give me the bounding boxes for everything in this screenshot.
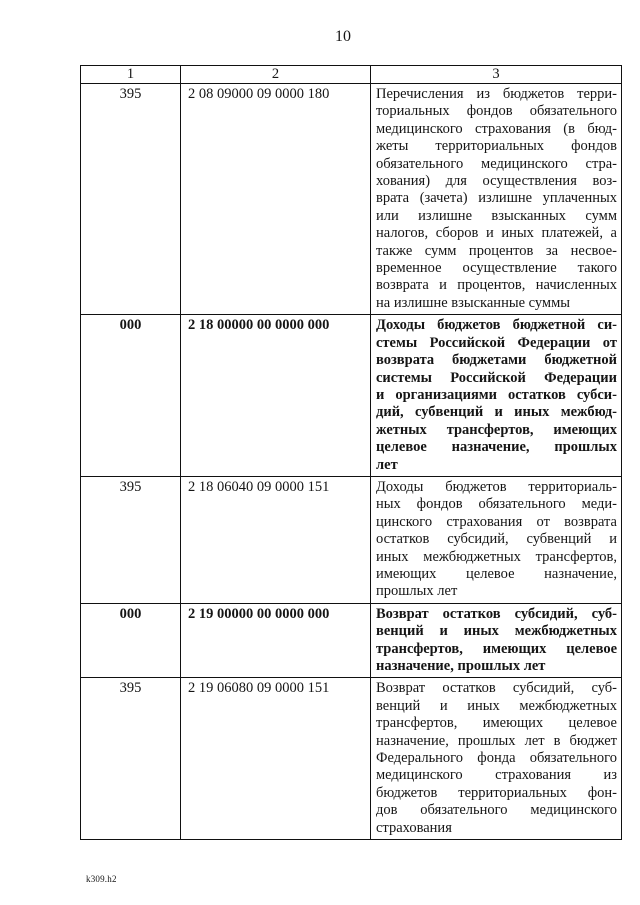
cell-administrator-code: 395 xyxy=(81,678,181,840)
description-line: дий, субвенций и иных межбюд- xyxy=(376,404,617,421)
description-line: назначение, прошлых лет xyxy=(376,658,546,674)
description-line: и организациями остатков субси- xyxy=(376,386,617,403)
description-line: Доходы бюджетов территориаль- xyxy=(376,478,617,495)
table-row xyxy=(81,603,622,678)
description-line: жеты территориальных фондов xyxy=(376,138,617,155)
description-line: ториальных фондов обязательного xyxy=(376,103,617,120)
cell-administrator-code: 000 xyxy=(81,315,181,477)
description-line: Возврат остатков субсидий, суб- xyxy=(376,680,617,697)
description-line: на излишне взысканные суммы xyxy=(376,294,571,311)
description-line: Перечисления из бюджетов терри- xyxy=(376,86,617,102)
cell-description xyxy=(371,603,622,678)
description-line: лет xyxy=(376,456,398,473)
cell-budget-classification-code: 2 18 00000 00 0000 000 xyxy=(181,315,371,477)
description-line: бюджетов территориальных фон- xyxy=(376,784,617,801)
cell-description xyxy=(371,476,622,603)
description-line: назначение, прошлых лет в бюджет xyxy=(376,732,617,749)
description-line: также сумм процентов за несвое- xyxy=(376,242,617,259)
cell-description xyxy=(371,84,622,315)
description-line: иных межбюджетных трансфертов, xyxy=(376,548,617,565)
description-line: дов обязательного медицинского xyxy=(376,802,617,819)
cell-description xyxy=(371,315,622,477)
description-line: хования) для осуществления воз- xyxy=(376,173,617,190)
cell-budget-classification-code: 2 19 06080 09 0000 151 xyxy=(181,678,371,840)
description-line: трансфертов, имеющих целевое xyxy=(376,640,617,657)
table-row xyxy=(81,84,622,315)
cell-budget-classification-code: 2 08 09000 09 0000 180 xyxy=(181,84,371,315)
description-line: медицинского страхования (в бюд- xyxy=(376,120,617,137)
cell-administrator-code: 395 xyxy=(81,476,181,603)
description-line: стемы Российской Федерации от xyxy=(376,334,617,351)
description-line: возврата и процентов, начисленных xyxy=(376,277,617,294)
description-line: обязательного медицинского стра- xyxy=(376,155,617,172)
description-line: налогов, сборов и иных платежей, а xyxy=(376,225,617,242)
description-line: прошлых лет xyxy=(376,583,458,600)
table-body xyxy=(81,84,622,840)
table-row xyxy=(81,315,622,477)
description-line: системы Российской Федерации xyxy=(376,369,617,386)
description-line: Возврат остатков субсидий, суб- xyxy=(376,605,617,622)
description-line: венций и иных межбюджетных xyxy=(376,697,617,714)
description-line: или излишне взысканных сумм xyxy=(376,207,617,224)
header-cell-column-3: 3 xyxy=(371,66,622,84)
table-row xyxy=(81,476,622,603)
header-cell-column-1: 1 xyxy=(81,66,181,84)
description-line: медицинского страхования из xyxy=(376,767,617,784)
description-line: страхования xyxy=(376,819,452,836)
description-line: остатков субсидий, субвенций и xyxy=(376,531,617,548)
description-line: венций и иных межбюджетных xyxy=(376,623,617,640)
cell-budget-classification-code: 2 19 00000 00 0000 000 xyxy=(181,603,371,678)
description-line: возврата бюджетами бюджетной xyxy=(376,352,617,369)
page-number: 10 xyxy=(335,28,351,45)
budget-classification-table xyxy=(80,65,622,840)
description-line: врата (зачета) излишне уплаченных xyxy=(376,190,617,207)
cell-administrator-code: 395 xyxy=(81,84,181,315)
description-line: целевое назначение, прошлых xyxy=(376,439,617,456)
description-line: ных фондов обязательного меди- xyxy=(376,496,617,513)
table-header xyxy=(81,66,622,84)
description-line: имеющих целевое назначение, xyxy=(376,565,617,582)
table-row xyxy=(81,678,622,840)
description-line: Федерального фонда обязательного xyxy=(376,750,617,767)
cell-description xyxy=(371,678,622,840)
footer-document-code: k309.h2 xyxy=(86,874,117,884)
description-line: цинского страхования от возврата xyxy=(376,513,617,530)
cell-budget-classification-code: 2 18 06040 09 0000 151 xyxy=(181,476,371,603)
description-line: жетных трансфертов, имеющих xyxy=(376,421,617,438)
description-line: Доходы бюджетов бюджетной си- xyxy=(376,317,617,334)
header-cell-column-2: 2 xyxy=(181,66,371,84)
description-line: временное осуществление такого xyxy=(376,260,617,277)
table-header-row xyxy=(81,66,622,84)
cell-administrator-code: 000 xyxy=(81,603,181,678)
description-line: трансфертов, имеющих целевое xyxy=(376,715,617,732)
